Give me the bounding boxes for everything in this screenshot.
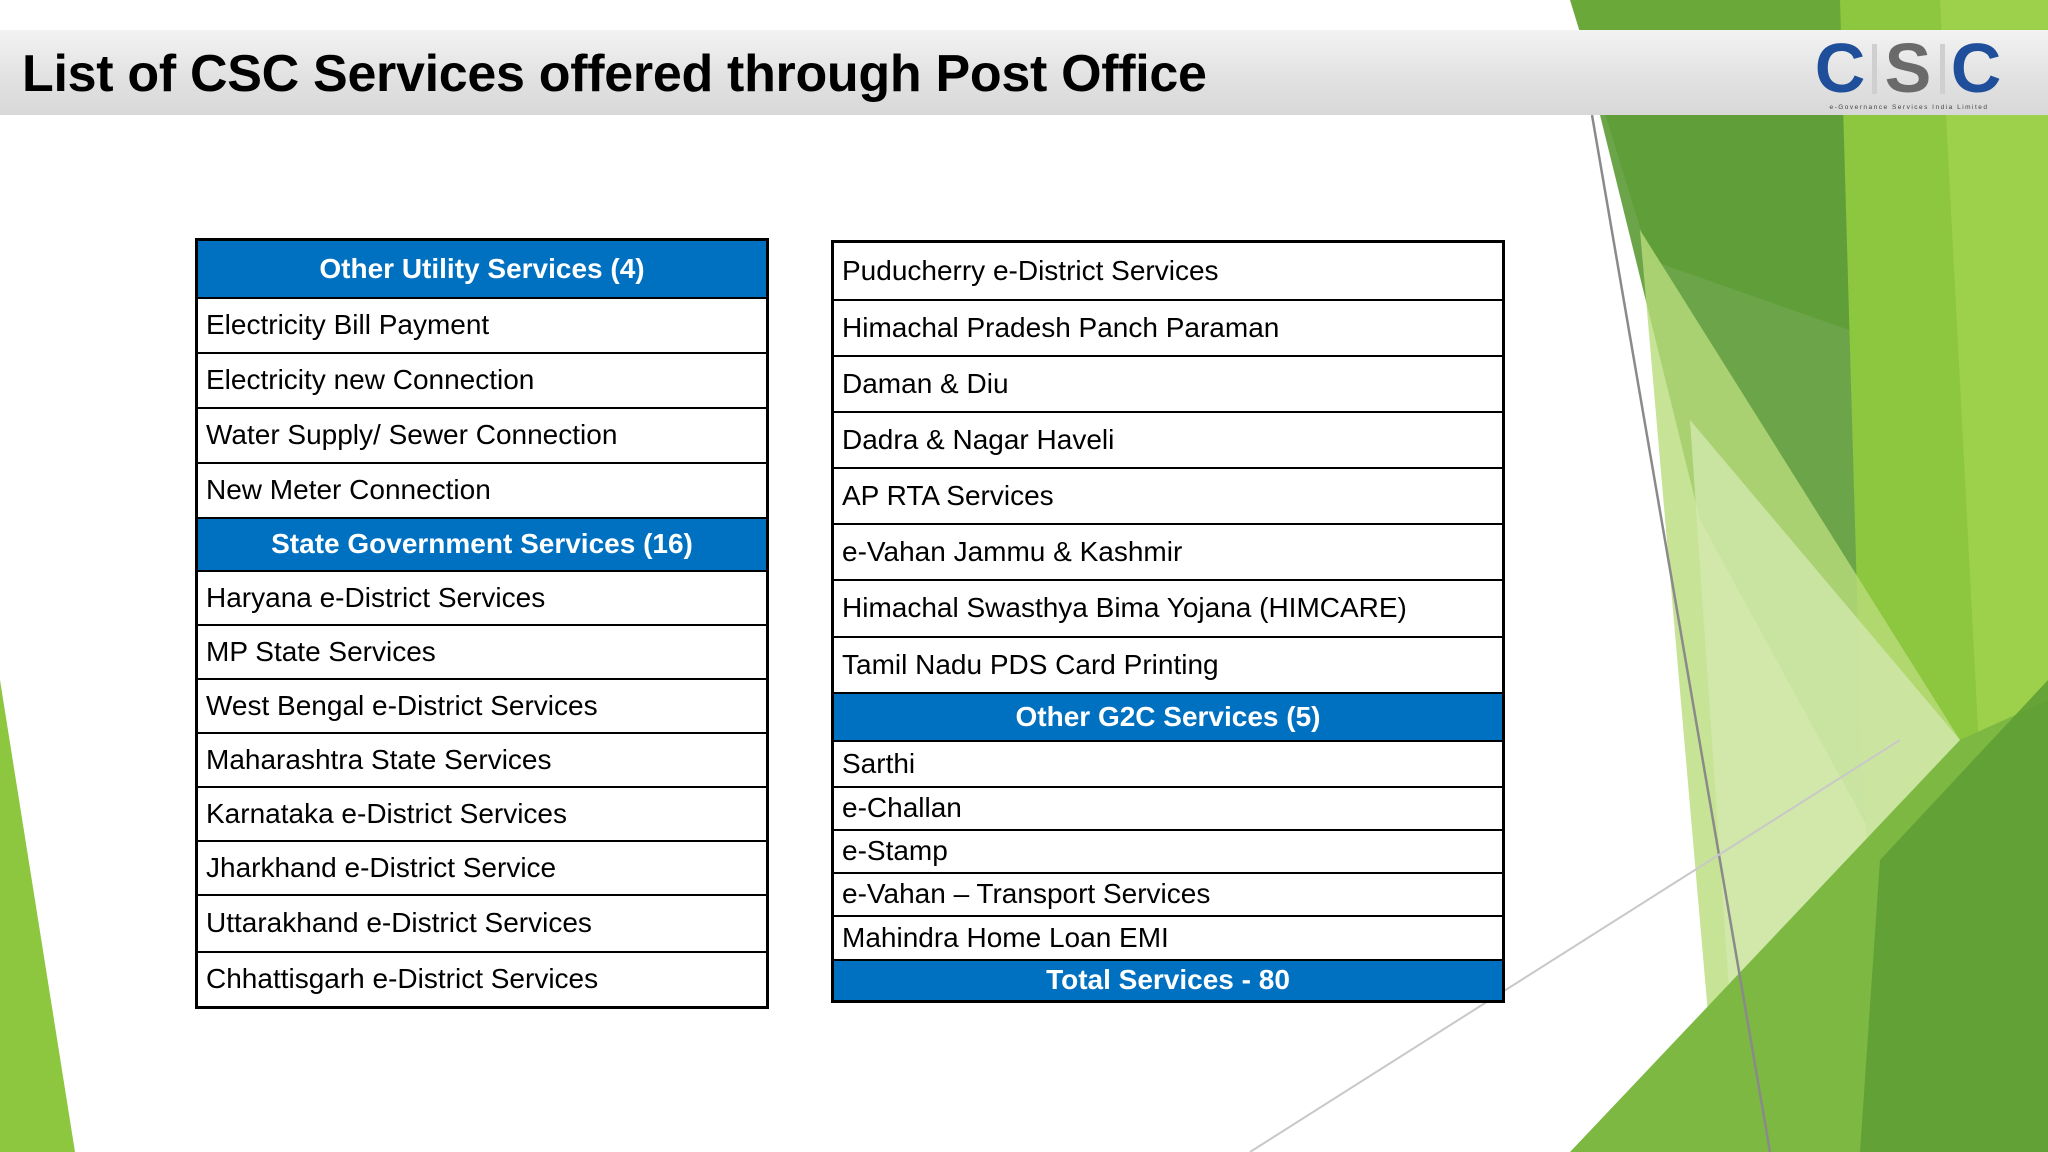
table-row (833, 637, 1504, 693)
table-section-header-row (197, 240, 768, 298)
table-row (197, 787, 768, 841)
service-item: e-Stamp (833, 830, 1504, 873)
table-row (833, 916, 1504, 960)
table-row (833, 873, 1504, 916)
table-row (833, 580, 1504, 637)
service-item: Tamil Nadu PDS Card Printing (833, 637, 1504, 693)
table-row (197, 571, 768, 625)
logo-divider (1940, 44, 1945, 94)
logo-letter-c2: C (1950, 34, 2002, 104)
service-item: e-Vahan Jammu & Kashmir (833, 524, 1504, 580)
table-total-row (833, 960, 1504, 1002)
service-item: Electricity new Connection (197, 353, 768, 408)
service-item: Puducherry e-District Services (833, 242, 1504, 300)
table-row (197, 952, 768, 1008)
table-row (833, 412, 1504, 468)
table-row (197, 679, 768, 733)
table-row (833, 787, 1504, 830)
service-item: e-Challan (833, 787, 1504, 830)
service-item: West Bengal e-District Services (197, 679, 768, 733)
table-row (833, 242, 1504, 300)
service-item: Chhattisgarh e-District Services (197, 952, 768, 1008)
logo-letter-s: S (1884, 34, 1932, 104)
service-item: Electricity Bill Payment (197, 298, 768, 353)
section-header-utility: Other Utility Services (4) (197, 240, 768, 298)
service-item: Uttarakhand e-District Services (197, 895, 768, 952)
service-item: Water Supply/ Sewer Connection (197, 408, 768, 463)
table-row (833, 524, 1504, 580)
logo-letter-c1: C (1814, 34, 1866, 104)
section-header-state-government: State Government Services (16) (197, 518, 768, 571)
logo-tagline: e-Governance Services India Limited (1829, 104, 1989, 111)
table-row (833, 741, 1504, 787)
decor-green-sliver (0, 680, 75, 1152)
table-row (197, 463, 768, 518)
service-item: Himachal Pradesh Panch Paraman (833, 300, 1504, 356)
service-item: Maharashtra State Services (197, 733, 768, 787)
table-section-header-row (197, 518, 768, 571)
table-row (833, 300, 1504, 356)
table-row (197, 408, 768, 463)
service-item: Himachal Swasthya Bima Yojana (HIMCARE) (833, 580, 1504, 637)
service-item: Daman & Diu (833, 356, 1504, 412)
table-row (833, 356, 1504, 412)
service-item: e-Vahan – Transport Services (833, 873, 1504, 916)
table-row (833, 830, 1504, 873)
service-item: AP RTA Services (833, 468, 1504, 524)
page-title: List of CSC Services offered through Post Office (22, 45, 1207, 103)
csc-logo-mark (1800, 34, 2018, 104)
table-row (197, 895, 768, 952)
total-services: Total Services - 80 (833, 960, 1504, 1002)
table-row (197, 353, 768, 408)
service-item: MP State Services (197, 625, 768, 679)
table-row (197, 841, 768, 895)
services-table-left (195, 238, 769, 1009)
table-row (197, 298, 768, 353)
table-section-header-row (833, 693, 1504, 741)
service-item: Dadra & Nagar Haveli (833, 412, 1504, 468)
service-item: Karnataka e-District Services (197, 787, 768, 841)
service-item: Mahindra Home Loan EMI (833, 916, 1504, 960)
table-row (833, 468, 1504, 524)
service-item: New Meter Connection (197, 463, 768, 518)
table-row (197, 625, 768, 679)
section-header-other-g2c: Other G2C Services (5) (833, 693, 1504, 741)
table-row (197, 733, 768, 787)
service-item: Jharkhand e-District Service (197, 841, 768, 895)
service-item: Sarthi (833, 741, 1504, 787)
logo-divider (1872, 44, 1877, 94)
service-item: Haryana e-District Services (197, 571, 768, 625)
services-table-right (831, 240, 1505, 1003)
csc-logo (1800, 34, 2018, 114)
